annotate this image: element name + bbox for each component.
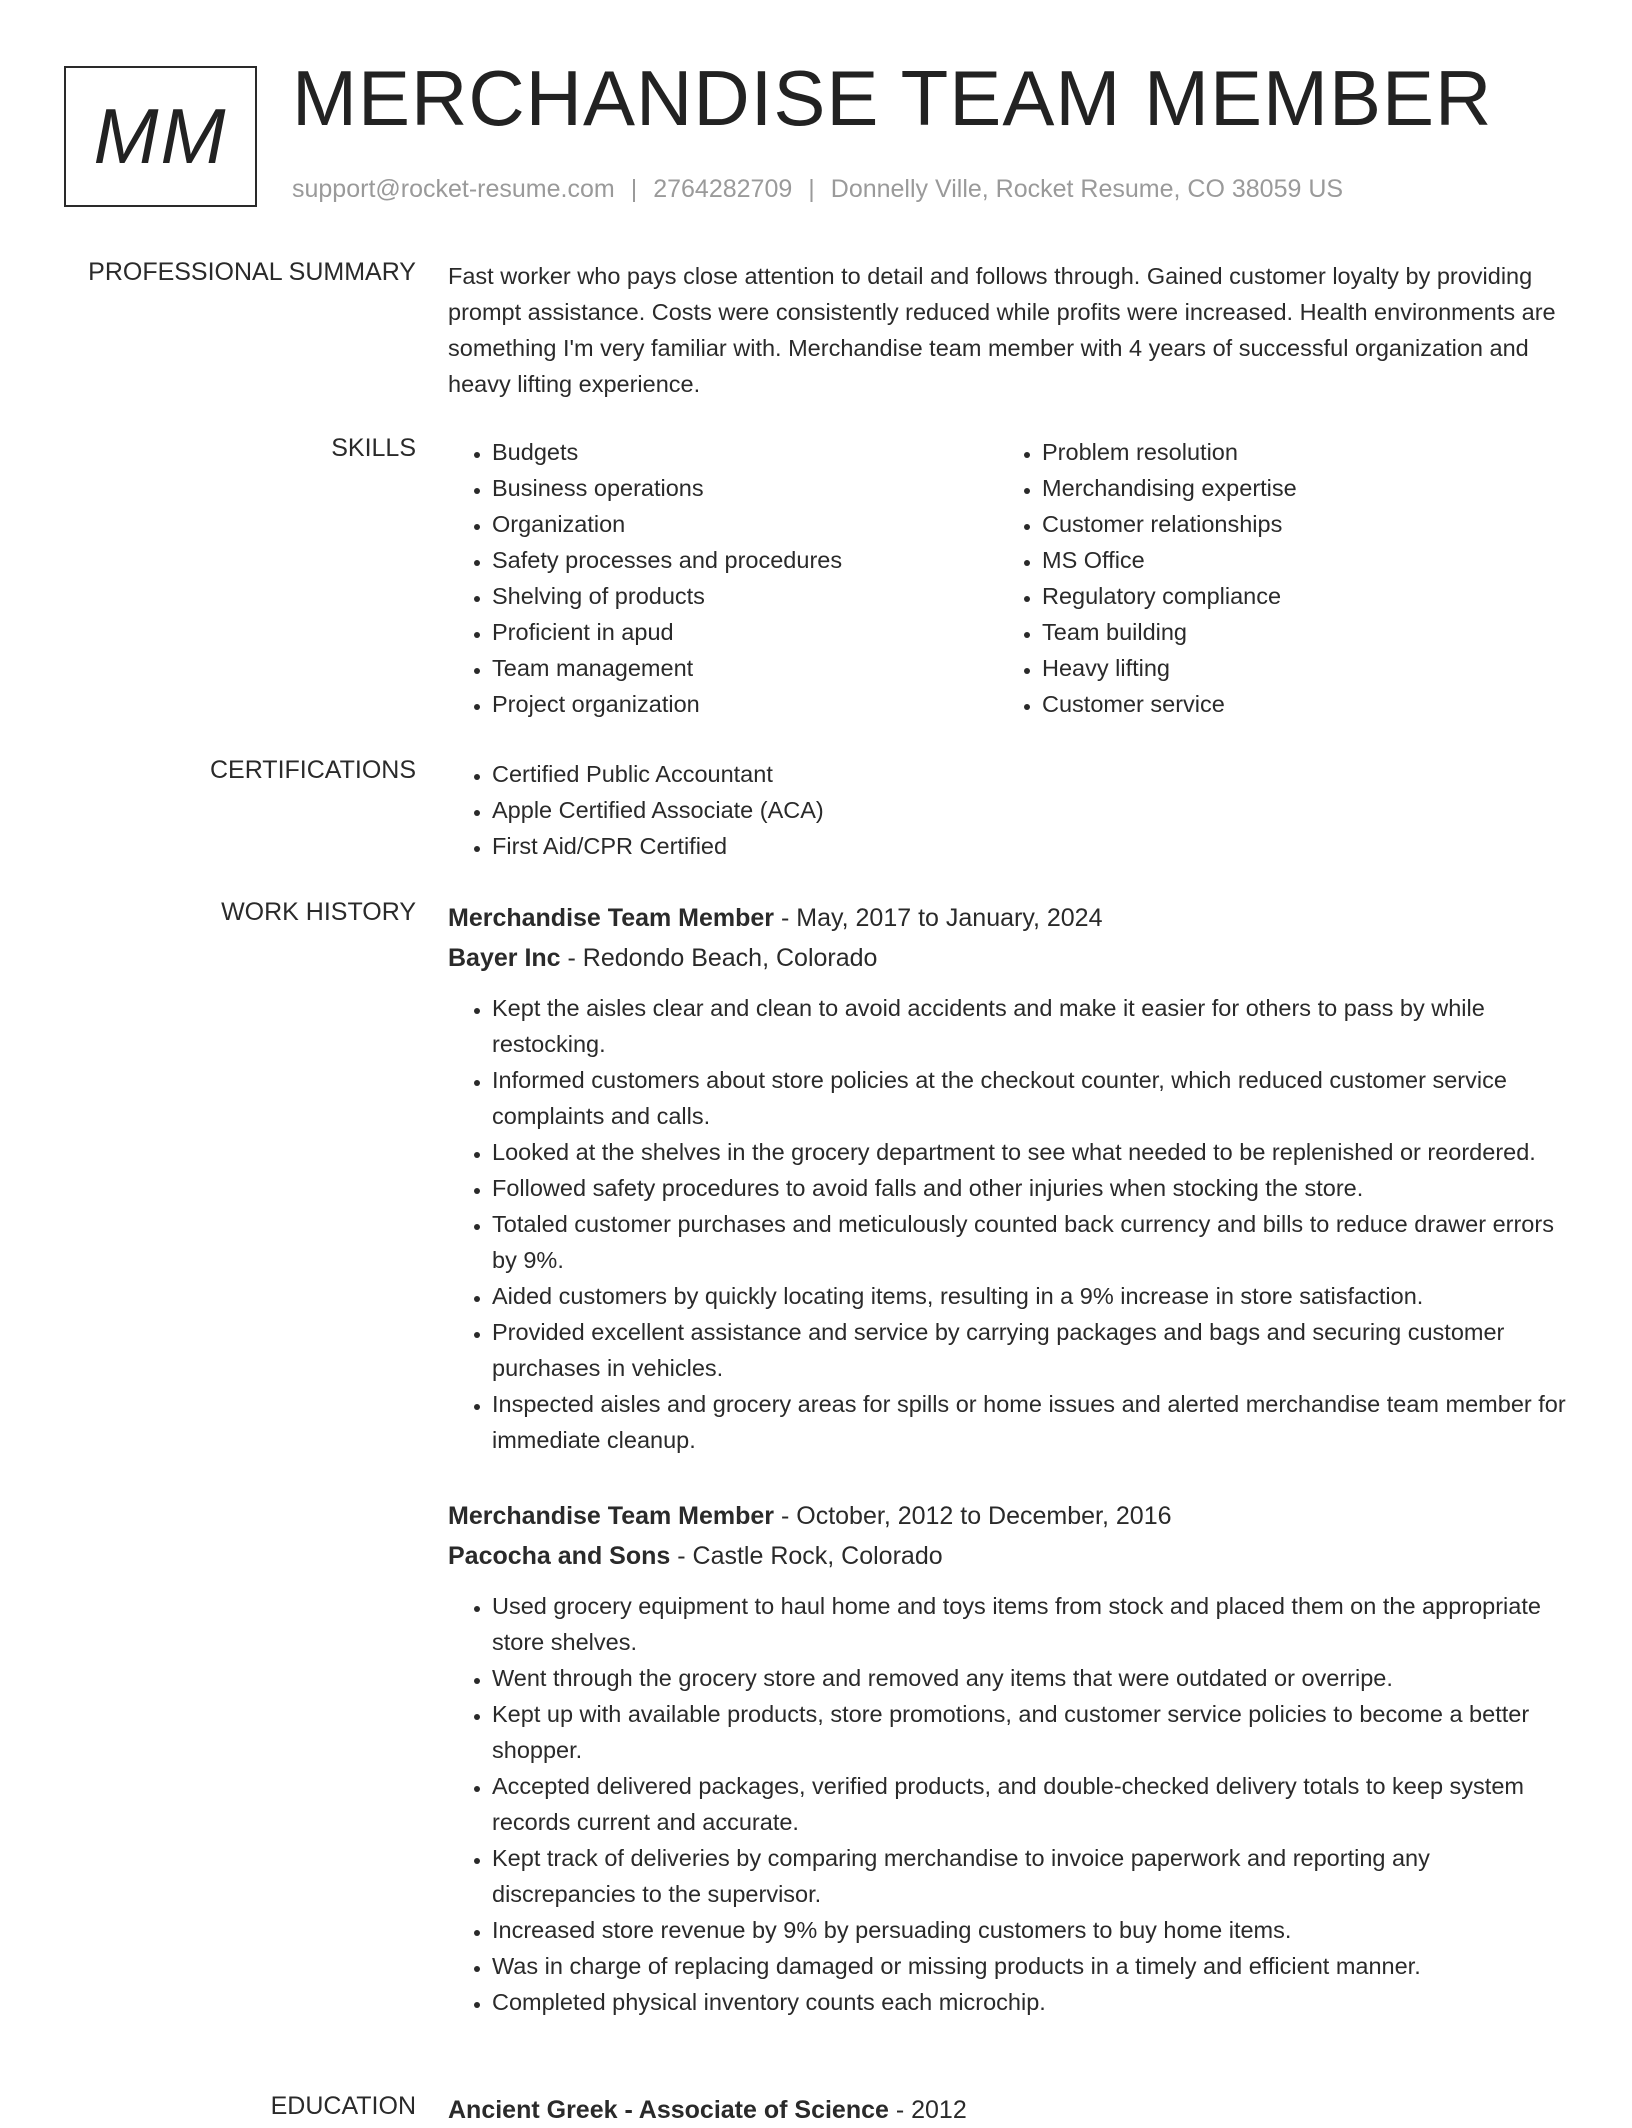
list-item: • Budgets <box>492 434 998 470</box>
job-title: Merchandise Team Member <box>448 1502 775 1530</box>
list-item: • Totaled customer purchases and meticulously counted back currency and bills to reduce drawer errors by 9%. <box>492 1206 1568 1278</box>
contact-address: Donnelly Ville, Rocket Resume, CO 38059 US <box>830 175 1344 203</box>
page-title: MERCHANDISE TEAM MEMBER <box>292 54 1493 142</box>
list-item: • Kept the aisles clear and clean to avoid accidents and make it easier for others to pass by while restocking. <box>492 990 1568 1062</box>
list-item: • Accepted delivered packages, verified products, and double-checked delivery totals to keep system records current and accurate. <box>492 1768 1568 1840</box>
job-bullets <box>448 1588 1568 2020</box>
list-item: • First Aid/CPR Certified <box>492 828 1568 864</box>
list-item: • Informed customers about store policies at the checkout counter, which reduced customer service complaints and calls. <box>492 1062 1568 1134</box>
education-year: - 2012 <box>888 2096 967 2124</box>
section-label-work-history: WORK HISTORY <box>221 898 416 926</box>
list-item: • Aided customers by quickly locating items, resulting in a 9% increase in store satisfaction. <box>492 1278 1568 1314</box>
job-company-line <box>448 1536 1568 1576</box>
summary-text: Fast worker who pays close attention to detail and follows through. Gained customer loyalty by providing prompt assistance. Costs were consistently reduced while profits were increased. Health environments are something I'm very familiar with. Merchandise team member with 4 years of successful organization and heavy lifting experience. <box>448 263 1556 397</box>
job-title-line <box>448 1496 1568 1536</box>
skills-column-2 <box>998 434 1548 722</box>
section-label-summary: PROFESSIONAL SUMMARY <box>88 258 416 286</box>
job-company: Pacocha and Sons <box>448 1542 671 1570</box>
list-item: • Heavy lifting <box>1042 650 1548 686</box>
contact-email: support@rocket-resume.com <box>292 175 615 203</box>
list-item: • Went through the grocery store and removed any items that were outdated or overripe. <box>492 1660 1568 1696</box>
list-item: • Was in charge of replacing damaged or missing products in a timely and efficient manner. <box>492 1948 1568 1984</box>
list-item: • Shelving of products <box>492 578 998 614</box>
list-item: • Kept track of deliveries by comparing merchandise to invoice paperwork and reporting any discrepancies to the supervisor. <box>492 1840 1568 1912</box>
list-item: • Team building <box>1042 614 1548 650</box>
list-item: • Completed physical inventory counts each microchip. <box>492 1984 1568 2020</box>
education-body <box>448 2092 1568 2128</box>
skills-list-2 <box>998 434 1548 722</box>
list-item: • Safety processes and procedures <box>492 542 998 578</box>
list-item: • Looked at the shelves in the grocery department to see what needed to be replenished or reordered. <box>492 1134 1568 1170</box>
list-item: • Team management <box>492 650 998 686</box>
contact-phone: 2764282709 <box>653 175 793 203</box>
list-item: • Problem resolution <box>1042 434 1548 470</box>
section-label-certifications: CERTIFICATIONS <box>209 756 416 784</box>
list-item: • Project organization <box>492 686 998 722</box>
list-item: • Used grocery equipment to haul home and toys items from stock and placed them on the appropriate store shelves. <box>492 1588 1568 1660</box>
job-company-line <box>448 938 1568 978</box>
work-history-body <box>448 898 1568 2020</box>
skills-list-1 <box>448 434 998 722</box>
job-title: Merchandise Team Member <box>448 904 775 932</box>
list-item: • Business operations <box>492 470 998 506</box>
contact-line <box>292 175 1343 204</box>
certifications-list <box>448 756 1568 864</box>
list-item: • Customer service <box>1042 686 1548 722</box>
job-bullets <box>448 990 1568 1458</box>
section-label-skills: SKILLS <box>331 434 416 462</box>
job-dates: - May, 2017 to January, 2024 <box>774 904 1103 932</box>
list-item: • Merchandising expertise <box>1042 470 1548 506</box>
job-title-line <box>448 898 1568 938</box>
job-entry <box>448 898 1568 1458</box>
list-item: • Proficient in apud <box>492 614 998 650</box>
list-item: • Kept up with available products, store promotions, and customer service policies to become a better shopper. <box>492 1696 1568 1768</box>
list-item: • Increased store revenue by 9% by persuading customers to buy home items. <box>492 1912 1568 1948</box>
job-location: - Redondo Beach, Colorado <box>560 944 878 972</box>
list-item: • Certified Public Accountant <box>492 756 1568 792</box>
list-item: • Inspected aisles and grocery areas for spills or home issues and alerted merchandise team member for immediate cleanup. <box>492 1386 1568 1458</box>
skills-columns <box>448 434 1568 722</box>
education-degree: Ancient Greek - Associate of Science <box>448 2096 889 2124</box>
contact-separator: | <box>808 175 815 203</box>
list-item: • Organization <box>492 506 998 542</box>
job-dates: - October, 2012 to December, 2016 <box>774 1502 1172 1530</box>
list-item: • Provided excellent assistance and service by carrying packages and bags and securing customer purchases in vehicles. <box>492 1314 1568 1386</box>
list-item: • Regulatory compliance <box>1042 578 1548 614</box>
section-label-education: EDUCATION <box>270 2092 416 2120</box>
certifications-body <box>448 756 1568 864</box>
list-item: • Followed safety procedures to avoid falls and other injuries when stocking the store. <box>492 1170 1568 1206</box>
job-location: - Castle Rock, Colorado <box>670 1542 943 1570</box>
job-company: Bayer Inc <box>448 944 561 972</box>
skills-column-1 <box>448 434 998 722</box>
contact-separator: | <box>630 175 638 203</box>
list-item: • Apple Certified Associate (ACA) <box>492 792 1568 828</box>
list-item: • Customer relationships <box>1042 506 1548 542</box>
summary-body <box>448 258 1568 402</box>
monogram-badge: MM <box>64 66 257 207</box>
list-item: • MS Office <box>1042 542 1548 578</box>
job-entry <box>448 1496 1568 2020</box>
